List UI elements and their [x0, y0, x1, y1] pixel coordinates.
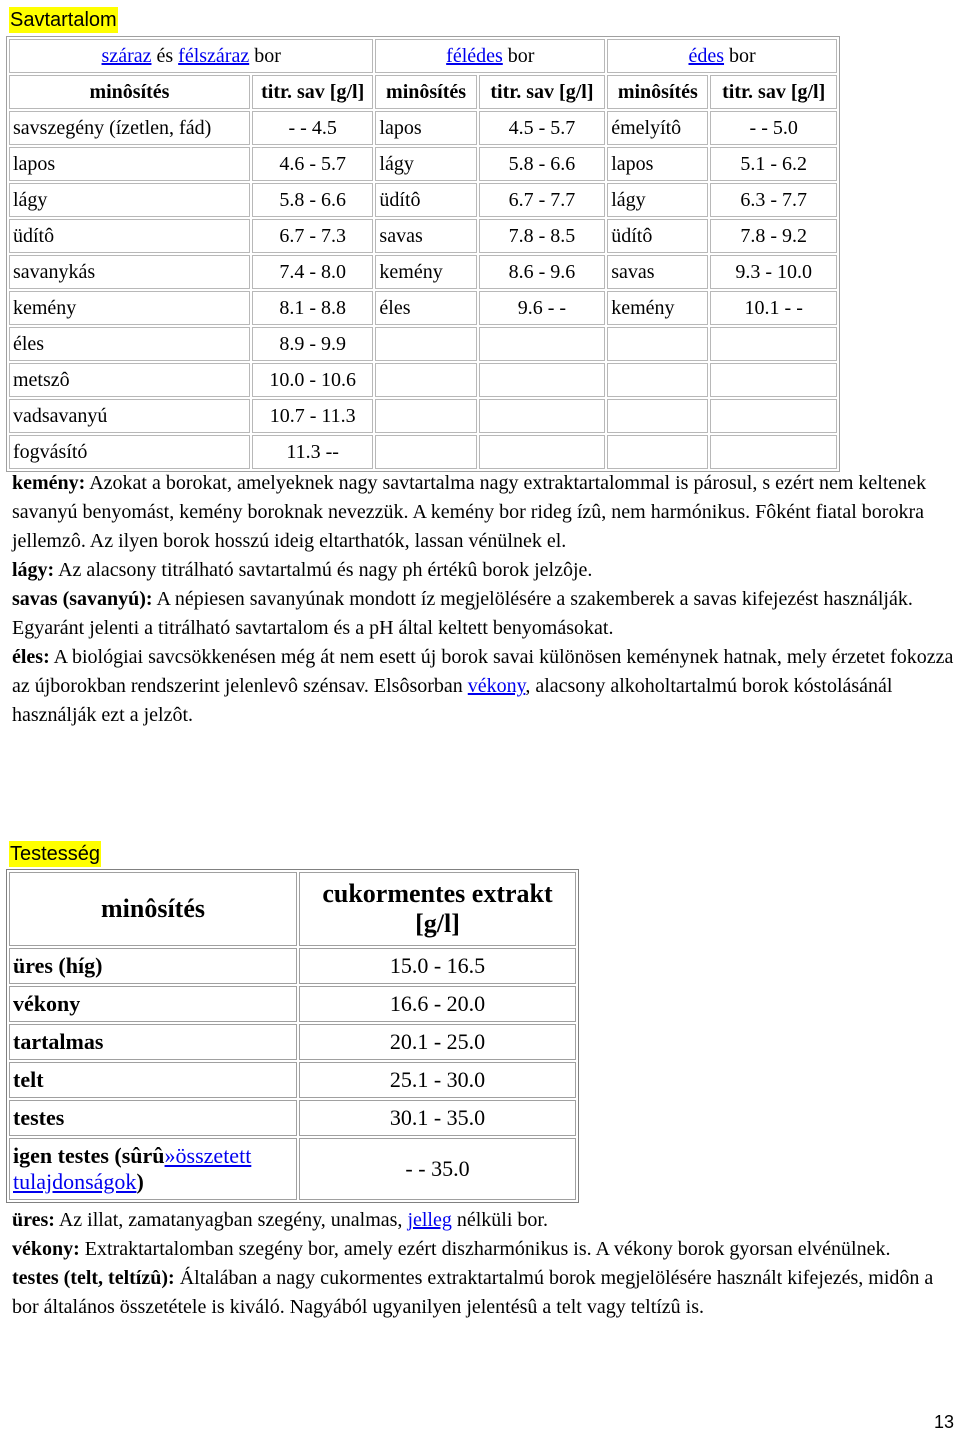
col-header-rating: minôsítés [9, 872, 297, 946]
page-number: 13 [933, 1412, 954, 1432]
group-dry-conj: és [151, 44, 179, 67]
col-header-rating: minôsítés [607, 75, 708, 109]
cell-rating: lapos [375, 111, 476, 145]
cell-acid: 6.7 - 7.7 [479, 183, 606, 217]
link-szaraz[interactable]: száraz [101, 44, 152, 67]
last-label-pre: igen testes (sûrû [13, 1143, 165, 1168]
table-row [9, 183, 837, 217]
row-value: 30.1 - 35.0 [299, 1100, 576, 1136]
last-label-post: ) [136, 1169, 144, 1194]
body-header-row [9, 872, 576, 946]
cell-acid: 9.3 - 10.0 [710, 255, 837, 289]
def-vekony [12, 1235, 957, 1264]
cell-rating [607, 435, 708, 469]
col-header-extract: cukormentes extrakt [g/l] [299, 872, 576, 946]
table-row [9, 1024, 576, 1060]
cell-rating [607, 399, 708, 433]
row-label: vékony [9, 986, 297, 1022]
cell-rating [375, 399, 476, 433]
link-vekony[interactable]: vékony [467, 675, 526, 697]
cell-acid [479, 363, 606, 397]
cell-rating: savanykás [9, 255, 250, 289]
row-label: testes [9, 1100, 297, 1136]
cell-rating: savszegény (ízetlen, fád) [9, 111, 250, 145]
text-testes: Általában a nagy cukormentes extraktartalmú borok megjelölésére használt kifejezés, midôn a bor általános összetétele is kiváló. Nagyából ugyanilyen jelentésû a telt vagy teltízû is. [12, 1267, 934, 1318]
table-row [9, 399, 837, 433]
term-kemeny: kemény: [12, 472, 86, 494]
def-savas [12, 585, 957, 643]
text-savas: A népiesen savanyúnak mondott íz megjelölésére a szakemberek a savas kifejezést használják. Egyaránt jelenti a titrálható savtartalom és a pH által keltett benyomásokat. [12, 588, 913, 639]
cell-rating [375, 327, 476, 361]
cell-acid [479, 435, 606, 469]
row-value: 20.1 - 25.0 [299, 1024, 576, 1060]
cell-acid: 4.5 - 5.7 [479, 111, 606, 145]
text-lagy: Az alacsony titrálható savtartalmú és nagy ph értékû borok jelzôje. [54, 559, 593, 581]
cell-acid: - - 5.0 [710, 111, 837, 145]
cell-acid: 8.9 - 9.9 [252, 327, 373, 361]
cell-rating: kemény [375, 255, 476, 289]
cell-acid: 8.1 - 8.8 [252, 291, 373, 325]
cell-rating: kemény [9, 291, 250, 325]
cell-rating: kemény [607, 291, 708, 325]
text-eles-2: , alacsony alkoholtartalmú borok kóstolásánál használják ezt a jelzôt. [12, 675, 893, 726]
cell-acid: 7.4 - 8.0 [252, 255, 373, 289]
cell-acid: 8.6 - 9.6 [479, 255, 606, 289]
cell-acid: 5.8 - 6.6 [479, 147, 606, 181]
cell-acid: - - 4.5 [252, 111, 373, 145]
row-value: 16.6 - 20.0 [299, 986, 576, 1022]
text-vekony: Extraktartalomban szegény bor, amely ezért diszharmónikus is. A vékony borok gyorsan elvénülnek. [79, 1238, 891, 1260]
text-ures-1: Az illat, zamatanyagban szegény, unalmas, [54, 1209, 408, 1231]
text-kemeny: Azokat a borokat, amelyeknek nagy savtartalma nagy extraktartalommal is párosul, s ezért nem keltenek savanyú benyomást, kemény boroknak nevezzük. A kemény bor rideg ízû, nem harmónikus. Fôként fiatal borokra jellemzô. Az ilyen borok hosszú ideig eltarthatók, lassan vénülnek el. [12, 472, 927, 552]
cell-rating: émelyítô [607, 111, 708, 145]
cell-acid [710, 435, 837, 469]
cell-rating [607, 363, 708, 397]
table-row [9, 219, 837, 253]
cell-acid: 7.8 - 8.5 [479, 219, 606, 253]
cell-acid: 7.8 - 9.2 [710, 219, 837, 253]
def-eles [12, 643, 957, 730]
cell-acid: 10.7 - 11.3 [252, 399, 373, 433]
cell-acid: 5.8 - 6.6 [252, 183, 373, 217]
link-edes[interactable]: édes [688, 44, 725, 67]
term-savas: savas (savanyú): [12, 588, 153, 610]
cell-rating: lapos [607, 147, 708, 181]
col-header-rating: minôsítés [9, 75, 250, 109]
def-ures [12, 1206, 957, 1235]
group-semi-header [375, 39, 605, 73]
group-dry-header [9, 39, 373, 73]
cell-rating: lágy [375, 147, 476, 181]
section-title-acid: Savtartalom [10, 9, 117, 31]
cell-acid: 4.6 - 5.7 [252, 147, 373, 181]
cell-rating: éles [375, 291, 476, 325]
link-osszetett-tulajdonsagok[interactable]: »összetett tulajdonságok [13, 1143, 252, 1194]
def-testes [12, 1264, 957, 1322]
col-header-acid: titr. sav [g/l] [710, 75, 837, 109]
body-table [6, 869, 579, 1203]
table-row [9, 111, 837, 145]
section-title-body: Testesség [10, 843, 101, 865]
cell-rating: üdítô [607, 219, 708, 253]
body-definitions [12, 1206, 957, 1322]
table-row [9, 948, 576, 984]
group-sweet-suffix: bor [724, 44, 756, 67]
row-label [9, 1138, 297, 1200]
cell-rating: lágy [9, 183, 250, 217]
table-row [9, 986, 576, 1022]
table-row [9, 291, 837, 325]
col-header-acid: titr. sav [g/l] [479, 75, 606, 109]
cell-rating: éles [9, 327, 250, 361]
table-row [9, 147, 837, 181]
cell-acid [710, 399, 837, 433]
cell-acid: 6.7 - 7.3 [252, 219, 373, 253]
text-eles-1: A biológiai savcsökkenésen még át nem esett új borok savai különösen keménynek hatnak, mely érzetet fokozza az újborokban rendszerint jelenlevô szénsav. Elsôsorban [12, 646, 954, 697]
cell-acid: 10.0 - 10.6 [252, 363, 373, 397]
cell-acid: 9.6 - - [479, 291, 606, 325]
cell-rating [607, 327, 708, 361]
acid-column-header-row [9, 75, 837, 109]
cell-acid: 11.3 -- [252, 435, 373, 469]
def-kemeny [12, 469, 957, 556]
cell-rating: lapos [9, 147, 250, 181]
cell-rating: vadsavanyú [9, 399, 250, 433]
cell-rating: lágy [607, 183, 708, 217]
def-lagy [12, 556, 957, 585]
cell-rating: metszô [9, 363, 250, 397]
text-ures-2: nélküli bor. [451, 1209, 548, 1231]
term-eles: éles: [12, 646, 50, 668]
term-lagy: lágy: [12, 559, 55, 581]
row-value: 25.1 - 30.0 [299, 1062, 576, 1098]
term-ures: üres: [12, 1209, 55, 1231]
table-row [9, 1138, 576, 1200]
cell-rating: üdítô [9, 219, 250, 253]
table-row [9, 1062, 576, 1098]
table-row [9, 327, 837, 361]
cell-acid [710, 363, 837, 397]
cell-acid: 6.3 - 7.7 [710, 183, 837, 217]
cell-rating [375, 435, 476, 469]
group-semi-suffix: bor [502, 44, 535, 67]
link-feledes[interactable]: félédes [446, 44, 503, 67]
group-sweet-header [607, 39, 837, 73]
cell-acid: 5.1 - 6.2 [710, 147, 837, 181]
group-dry-suffix: bor [249, 44, 281, 67]
link-jelleg[interactable]: jelleg [407, 1209, 452, 1231]
row-label: telt [9, 1062, 297, 1098]
row-value: - - 35.0 [299, 1138, 576, 1200]
table-row [9, 363, 837, 397]
cell-acid [479, 399, 606, 433]
cell-acid [479, 327, 606, 361]
cell-rating: üdítô [375, 183, 476, 217]
row-label: üres (híg) [9, 948, 297, 984]
cell-acid: 10.1 - - [710, 291, 837, 325]
cell-rating: savas [607, 255, 708, 289]
col-header-rating: minôsítés [375, 75, 476, 109]
cell-rating [375, 363, 476, 397]
row-value: 15.0 - 16.5 [299, 948, 576, 984]
cell-rating: fogvásító [9, 435, 250, 469]
term-vekony: vékony: [12, 1238, 80, 1260]
link-felszaraz[interactable]: félszáraz [178, 44, 250, 67]
table-row [9, 435, 837, 469]
acid-definitions [12, 469, 957, 730]
col-header-acid: titr. sav [g/l] [252, 75, 373, 109]
row-label: tartalmas [9, 1024, 297, 1060]
acid-group-header-row [9, 39, 837, 73]
acid-table [6, 36, 840, 472]
term-testes: testes (telt, teltízû): [12, 1267, 175, 1289]
table-row [9, 255, 837, 289]
cell-acid [710, 327, 837, 361]
table-row [9, 1100, 576, 1136]
cell-rating: savas [375, 219, 476, 253]
